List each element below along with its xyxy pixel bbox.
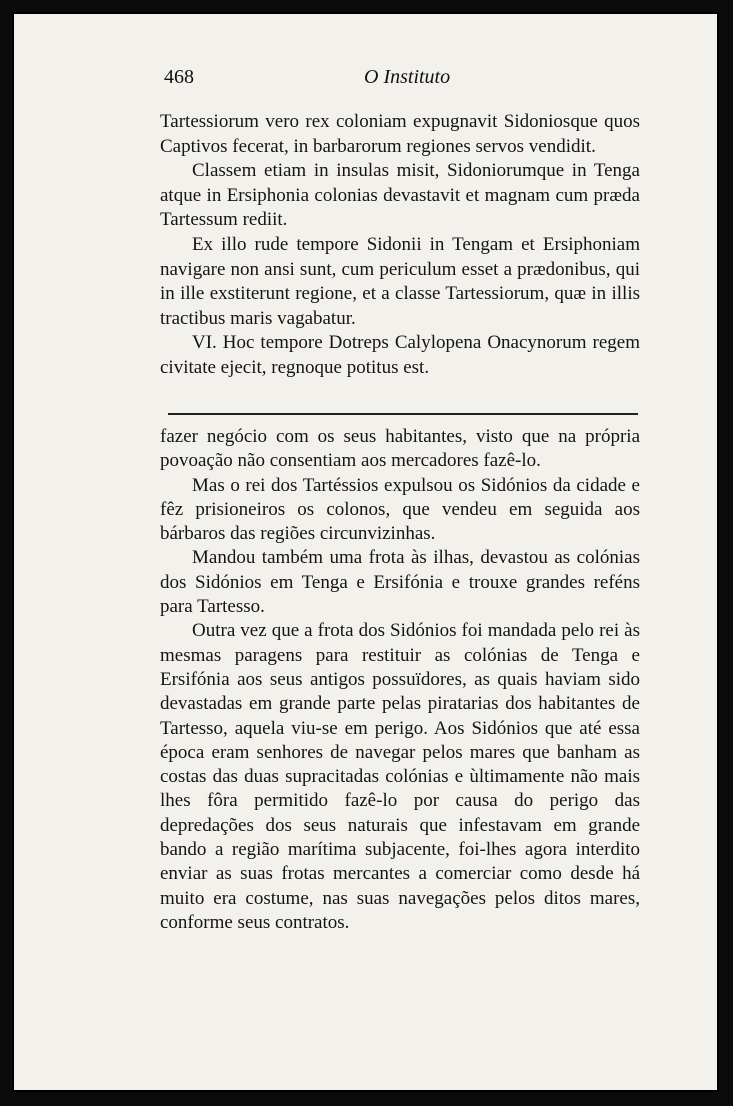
latin-paragraph: Classem etiam in insulas misit, Sidoniorumque in Tenga atque in Ersiphonia colonias devastavit et magnam cum præda Tartessum rediit. [160,160,640,231]
portuguese-text-block [160,425,640,935]
portuguese-paragraph: Mas o rei dos Tartéssios expulsou os Sidónios da cidade e fêz prisioneiros os colonos, que vendeu em seguida aos bárbaros das regiões circunvizinhas. [160,474,640,545]
page-number: 468 [164,66,194,88]
latin-paragraph: Tartessiorum vero rex coloniam expugnavit Sidoniosque quos Captivos fecerat, in barbarorum regiones servos vendidit. [160,111,640,157]
portuguese-paragraph: Outra vez que a frota dos Sidónios foi mandada pelo rei às mesmas paragens para restituir as colónias de Tenga e Ersifónia aos seus antigos possuïdores, as quais haviam sido devastadas em grande parte pelas piratarias dos habitantes de Tartesso, aquela viu-se em perigo. Aos Sidónios que até essa época eram senhores de navegar pelos mares que banham as costas das duas supracitadas colónias e ùltimamente não mais lhes fôra permitido fazê-lo por causa do perigo das depredações dos seus naturais que infestavam em grande bando a região marítima subjacente, foi-lhes agora interdito enviar as suas frotas mercantes a comerciar como desde há muito era costume, nas suas navegações pelos ditos mares, conforme seus contratos. [160,620,640,933]
page-header [164,66,644,96]
running-title: O Instituto [364,66,451,88]
latin-text-block [160,110,640,381]
portuguese-paragraph: fazer negócio com os seus habitantes, visto que na própria povoação não consentiam aos mercadores fazê-lo. [160,426,640,472]
section-divider [168,413,638,415]
latin-paragraph: Ex illo rude tempore Sidonii in Tengam et Ersiphoniam navigare non ansi sunt, cum periculum esset a prædonibus, qui in ille exstiterunt regione, et a classe Tartessiorum, quæ in illis tractibus maris vagabatur. [160,233,640,329]
portuguese-paragraph: Mandou também uma frota às ilhas, devastou as colónias dos Sidónios em Tenga e Ersifónia e trouxe grandes reféns para Tartesso. [160,547,640,618]
latin-paragraph: VI. Hoc tempore Dotreps Calylopena Onacynorum regem civitate ejecit, regnoque potitus est. [160,332,640,378]
